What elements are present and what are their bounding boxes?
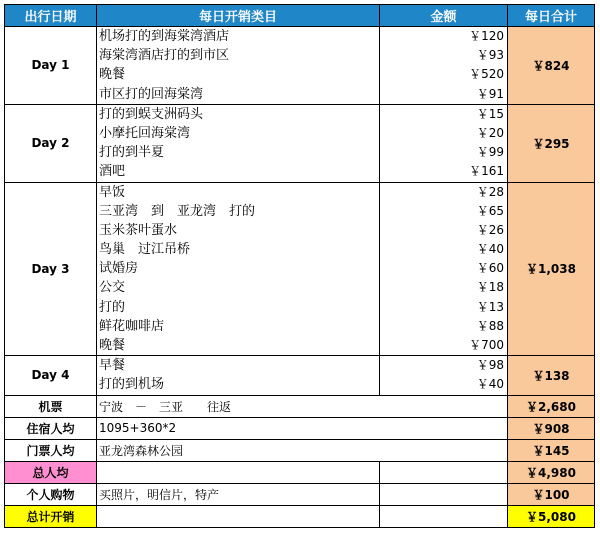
item-desc: 打的到蜈支洲码头: [99, 106, 204, 122]
day-amounts: [380, 356, 508, 395]
day-total: ￥824: [508, 27, 595, 105]
day-row: [5, 104, 595, 182]
day-items: [97, 27, 380, 105]
summary-label: 总计开销: [5, 505, 97, 527]
item-desc: 打的到机场: [99, 377, 165, 393]
item-amount: ￥20: [476, 125, 504, 140]
item-amount: ￥40: [476, 377, 504, 392]
day-amounts: [380, 104, 508, 182]
summary-amount-empty: [380, 483, 508, 505]
summary-desc: [97, 461, 380, 483]
day-label: Day 1: [5, 27, 97, 105]
summary-desc: [97, 505, 380, 527]
item-desc: 公交: [99, 280, 126, 296]
summary-desc: 亚龙湾森林公园: [97, 439, 508, 461]
summary-desc: 1095+360*2: [97, 417, 508, 439]
item-amount: ￥28: [476, 184, 504, 199]
day-total: ￥295: [508, 104, 595, 182]
item-desc: 晚餐: [99, 67, 126, 83]
item-amount: ￥60: [476, 261, 504, 276]
day-amounts: [380, 27, 508, 105]
item-amount: ￥40: [476, 242, 504, 257]
day-row: [5, 356, 595, 395]
item-desc: 酒吧: [99, 164, 126, 180]
day-items: [97, 182, 380, 356]
day-label: Day 3: [5, 182, 97, 356]
summary-amount-empty: [380, 461, 508, 483]
item-desc: 机场打的到海棠湾酒店: [99, 29, 230, 44]
summary-label: 个人购物: [5, 483, 97, 505]
summary-row-flight: [5, 395, 595, 417]
item-desc: 早饭: [99, 184, 126, 200]
item-desc: 早餐: [99, 358, 126, 374]
day-total: ￥138: [508, 356, 595, 395]
day-label: Day 4: [5, 356, 97, 395]
item-amount: ￥26: [476, 222, 504, 237]
item-desc: 三亚湾 到 亚龙湾 打的: [99, 203, 256, 219]
item-desc: 试婚房: [99, 261, 139, 277]
summary-desc: 宁波 － 三亚 往返: [97, 395, 508, 417]
summary-label: 总人均: [5, 461, 97, 483]
item-amount: ￥91: [476, 86, 504, 101]
item-amount: ￥88: [476, 318, 504, 333]
summary-label: 机票: [5, 395, 97, 417]
summary-total: ￥5,080: [508, 505, 595, 527]
expense-table: [4, 4, 595, 528]
header-category: 每日开销类目: [97, 5, 380, 27]
summary-row-tickets: [5, 439, 595, 461]
summary-row-grand-total: [5, 505, 595, 527]
item-desc: 晚餐: [99, 338, 126, 353]
header-daily-total: 每日合计: [508, 5, 595, 27]
day-amounts: [380, 182, 508, 356]
summary-total: ￥2,680: [508, 395, 595, 417]
item-desc: 市区打的回海棠湾: [99, 86, 204, 102]
summary-row-lodging: [5, 417, 595, 439]
item-amount: ￥13: [476, 299, 504, 314]
summary-row-shopping: [5, 483, 595, 505]
item-amount: ￥65: [476, 203, 504, 218]
item-amount: ￥98: [476, 358, 504, 373]
item-amount: ￥520: [469, 67, 504, 82]
day-row: [5, 182, 595, 356]
item-desc: 鲜花咖啡店: [99, 318, 165, 334]
header-row: [5, 5, 595, 27]
item-desc: 鸟巢 过江吊桥: [99, 242, 191, 258]
day-label: Day 2: [5, 104, 97, 182]
item-amount: ￥15: [476, 106, 504, 121]
header-amount: 金额: [380, 5, 508, 27]
summary-desc: 买照片，明信片，特产: [97, 483, 380, 505]
summary-total: ￥908: [508, 417, 595, 439]
item-desc: 小摩托回海棠湾: [99, 125, 191, 141]
summary-total: ￥100: [508, 483, 595, 505]
summary-amount-empty: [380, 505, 508, 527]
item-amount: ￥161: [469, 164, 504, 179]
day-total: ￥1,038: [508, 182, 595, 356]
item-amount: ￥18: [476, 280, 504, 295]
item-desc: 海棠湾酒店打的到市区: [99, 48, 230, 64]
summary-label: 门票人均: [5, 439, 97, 461]
summary-label: 住宿人均: [5, 417, 97, 439]
summary-total: ￥4,980: [508, 461, 595, 483]
summary-row-per-person: [5, 461, 595, 483]
item-amount: ￥93: [476, 48, 504, 63]
item-desc: 打的到半夏: [99, 145, 165, 161]
item-amount: ￥99: [476, 145, 504, 160]
day-row: [5, 27, 595, 105]
day-items: [97, 356, 380, 395]
item-amount: ￥700: [469, 338, 504, 352]
summary-total: ￥145: [508, 439, 595, 461]
item-amount: ￥120: [469, 29, 504, 43]
header-date: 出行日期: [5, 5, 97, 27]
day-items: [97, 104, 380, 182]
item-desc: 打的: [99, 299, 126, 315]
item-desc: 玉米茶叶蛋水: [99, 222, 178, 238]
